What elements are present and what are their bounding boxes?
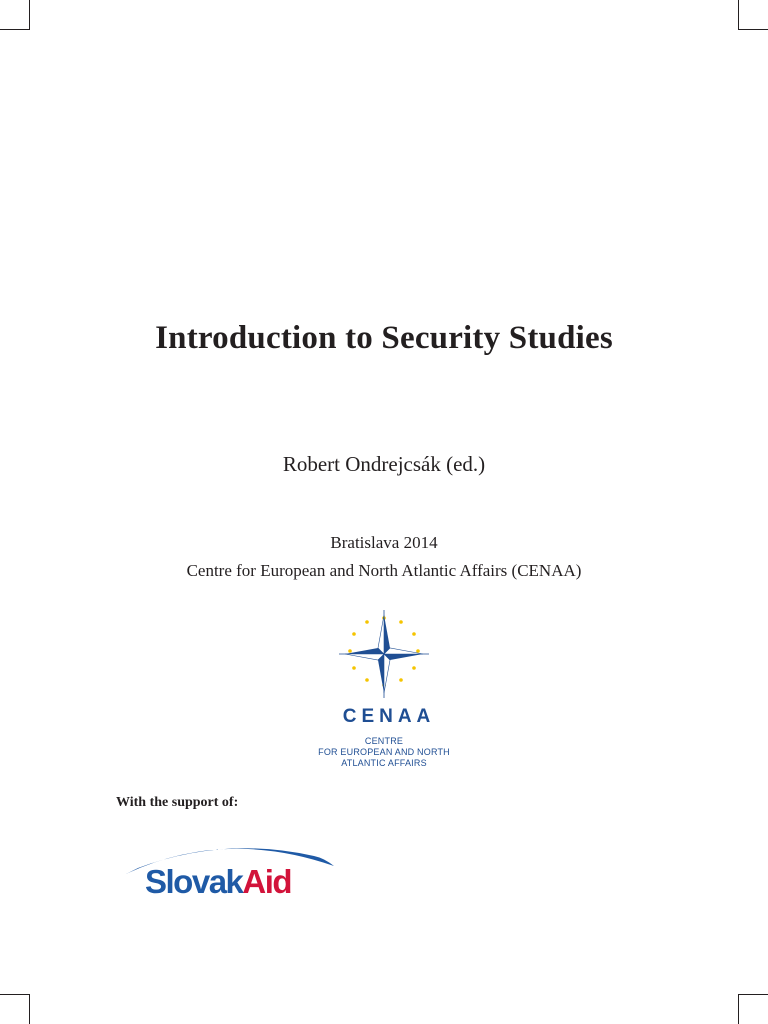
support-label: With the support of: [116,795,239,810]
cenaa-logo-name: CENAA [342,706,436,727]
book-title: Introduction to Security Studies [155,320,613,356]
slovakaid-word-slovak: Slovak [145,863,243,900]
publisher-name: Centre for European and North Atlantic Affairs (CENAA) [186,561,582,580]
cenaa-logo-subtitle-line-1: CENTRE [364,736,404,746]
crop-mark-top-right-h [738,29,768,30]
publication-place-year: Bratislava 2014 [330,533,438,552]
book-author: Robert Ondrejcsák (ed.) [282,452,486,476]
cenaa-logo-subtitle-line-2: FOR EUROPEAN AND NORTH [318,747,450,757]
crop-mark-bottom-left-h [0,994,30,995]
crop-mark-top-left-h [0,29,30,30]
compass-star-icon [334,610,434,705]
crop-mark-top-left-v [29,0,30,30]
crop-mark-bottom-left-v [29,994,30,1024]
crop-mark-top-right-v [738,0,739,30]
crop-mark-bottom-right-v [738,994,739,1024]
crop-mark-bottom-right-h [738,994,768,995]
cenaa-logo-subtitle-line-3: ATLANTIC AFFAIRS [341,758,427,768]
slovakaid-logo-text [145,862,291,902]
slovakaid-word-aid: Aid [242,863,292,900]
